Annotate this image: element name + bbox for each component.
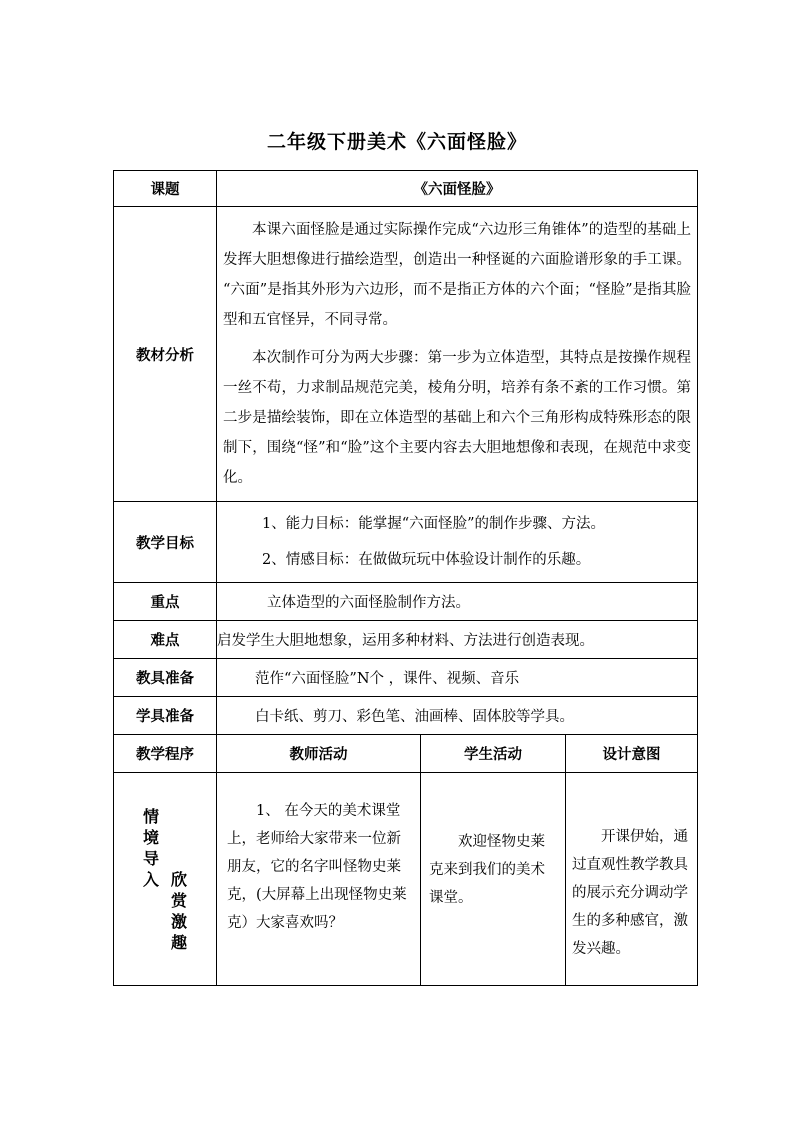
label-teacher-tools: 教具准备	[114, 659, 217, 697]
row-key-point	[114, 583, 698, 621]
stage-label-char: 趣	[171, 932, 188, 952]
row-goals	[114, 502, 698, 583]
label-goals: 教学目标	[114, 502, 217, 583]
row-difficulty	[114, 621, 698, 659]
header-teacher-activity: 教师活动	[217, 735, 421, 773]
stage-label-char: 欣	[171, 869, 188, 889]
stage-label-char: 情	[142, 806, 159, 826]
value-student-tools: 白卡纸、剪刀、彩色笔、油画棒、固体胶等学具。	[217, 697, 698, 735]
label-analysis: 教材分析	[114, 207, 217, 502]
analysis-cell	[217, 207, 698, 502]
stage-label-char: 激	[171, 911, 188, 931]
label-student-tools: 学具准备	[114, 697, 217, 735]
row-procedure-header	[114, 735, 698, 773]
label-difficulty: 难点	[114, 621, 217, 659]
design-intent-text: 开课伊始，通过直观性教学教具的展示充分调动学生的多种感官，激发兴趣。	[572, 829, 688, 957]
stage-label-part-2	[171, 869, 187, 953]
design-intent-cell	[566, 773, 698, 986]
teacher-activity-text: 1、 在今天的美术课堂上，老师给大家带来一位新朋友，它的名字叫怪物史莱克，(大屏幕上出现怪物史莱克）大家喜欢吗？	[227, 803, 407, 931]
label-key-point: 重点	[114, 583, 217, 621]
row-student-tools	[114, 697, 698, 735]
value-topic: 《六面怪脸》	[217, 171, 698, 207]
header-design-intent: 设计意图	[566, 735, 698, 773]
value-teacher-tools: 范作“六面怪脸”N个 ，课件、视频、音乐	[217, 659, 698, 697]
stage-label-char: 境	[142, 827, 159, 847]
row-analysis	[114, 207, 698, 502]
stage-label-char: 入	[142, 869, 159, 889]
goals-cell	[217, 502, 698, 583]
row-procedure-stage-1	[114, 773, 698, 986]
stage-label-part-1	[143, 806, 159, 953]
stage-label-char: 导	[142, 848, 159, 868]
goal-1: 1、能力目标：能掌握“六面怪脸”的制作步骤、方法。	[262, 516, 606, 532]
analysis-paragraph-2: 本次制作可分为两大步骤：第一步为立体造型，其特点是按操作规程一丝不苟，力求制品规范完美，棱角分明，培养有条不紊的工作习惯。第二步是描绘装饰，即在立体造型的基础上和六个三角形构成特殊形态的限制下，围绕“怪”和“脸”这个主要内容去大胆地想像和表现，在规范中求变化。	[223, 350, 692, 486]
document-title: 二年级下册美术《六面怪脸》	[266, 131, 527, 153]
student-activity-text: 欢迎怪物史莱克来到我们的美术课堂。	[429, 834, 545, 906]
value-key-point: 立体造型的六面怪脸制作方法。	[217, 583, 698, 621]
stage-label-char: 赏	[171, 890, 188, 910]
goal-2: 2、情感目标：在做做玩玩中体验设计制作的乐趣。	[262, 552, 591, 568]
stage-label	[114, 806, 216, 953]
label-procedure: 教学程序	[114, 735, 217, 773]
lesson-plan-table	[113, 170, 698, 986]
student-activity-cell	[421, 773, 566, 986]
stage-label-cell	[114, 773, 217, 986]
analysis-paragraph-1: 本课六面怪脸是通过实际操作完成“六边形三角锥体”的造型的基础上发挥大胆想像进行描绘造型，创造出一种怪诞的六面脸谱形象的手工课。 “六面”是指其外形为六边形，而不是指正方体的六个面；“怪脸”是指其脸型和五官怪异，不同寻常。	[223, 222, 692, 328]
teacher-activity-cell	[217, 773, 421, 986]
header-student-activity: 学生活动	[421, 735, 566, 773]
label-topic: 课题	[114, 171, 217, 207]
row-teacher-tools	[114, 659, 698, 697]
row-topic	[114, 171, 698, 207]
value-difficulty: 启发学生大胆地想象，运用多种材料、方法进行创造表现。	[217, 621, 698, 659]
